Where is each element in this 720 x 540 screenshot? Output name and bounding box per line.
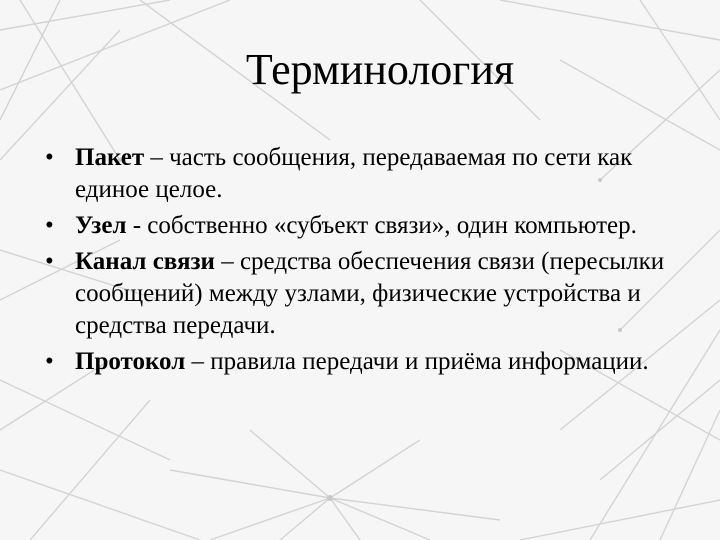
bullet-definition: – часть сообщения, передаваемая по сети как единое целое. <box>75 144 633 203</box>
bullet-definition: – правила передачи и приёма информации. <box>185 348 649 375</box>
bullet-term: Протокол <box>75 348 186 375</box>
slide-title: Терминология <box>245 45 515 94</box>
bullet-definition: - собственно «субъект связи», один компьютер. <box>126 212 637 239</box>
bullet-term: Узел <box>75 212 127 239</box>
bullet-marker: • <box>45 144 54 171</box>
bullet-list <box>43 142 703 382</box>
bullet-item-packet <box>43 142 703 206</box>
bullet-marker: • <box>45 212 54 239</box>
bullet-marker: • <box>45 348 54 375</box>
bullet-term: Канал связи <box>75 248 215 275</box>
bullet-item-node <box>43 210 703 242</box>
bullet-marker: • <box>45 248 54 275</box>
bullet-item-channel <box>43 246 703 342</box>
bullet-definition: – средства обеспечения связи (пересылки сообщений) между узлами, физические устройства и средства передачи. <box>75 248 665 339</box>
bullet-term: Пакет <box>75 144 145 171</box>
bullet-item-protocol <box>43 346 703 378</box>
